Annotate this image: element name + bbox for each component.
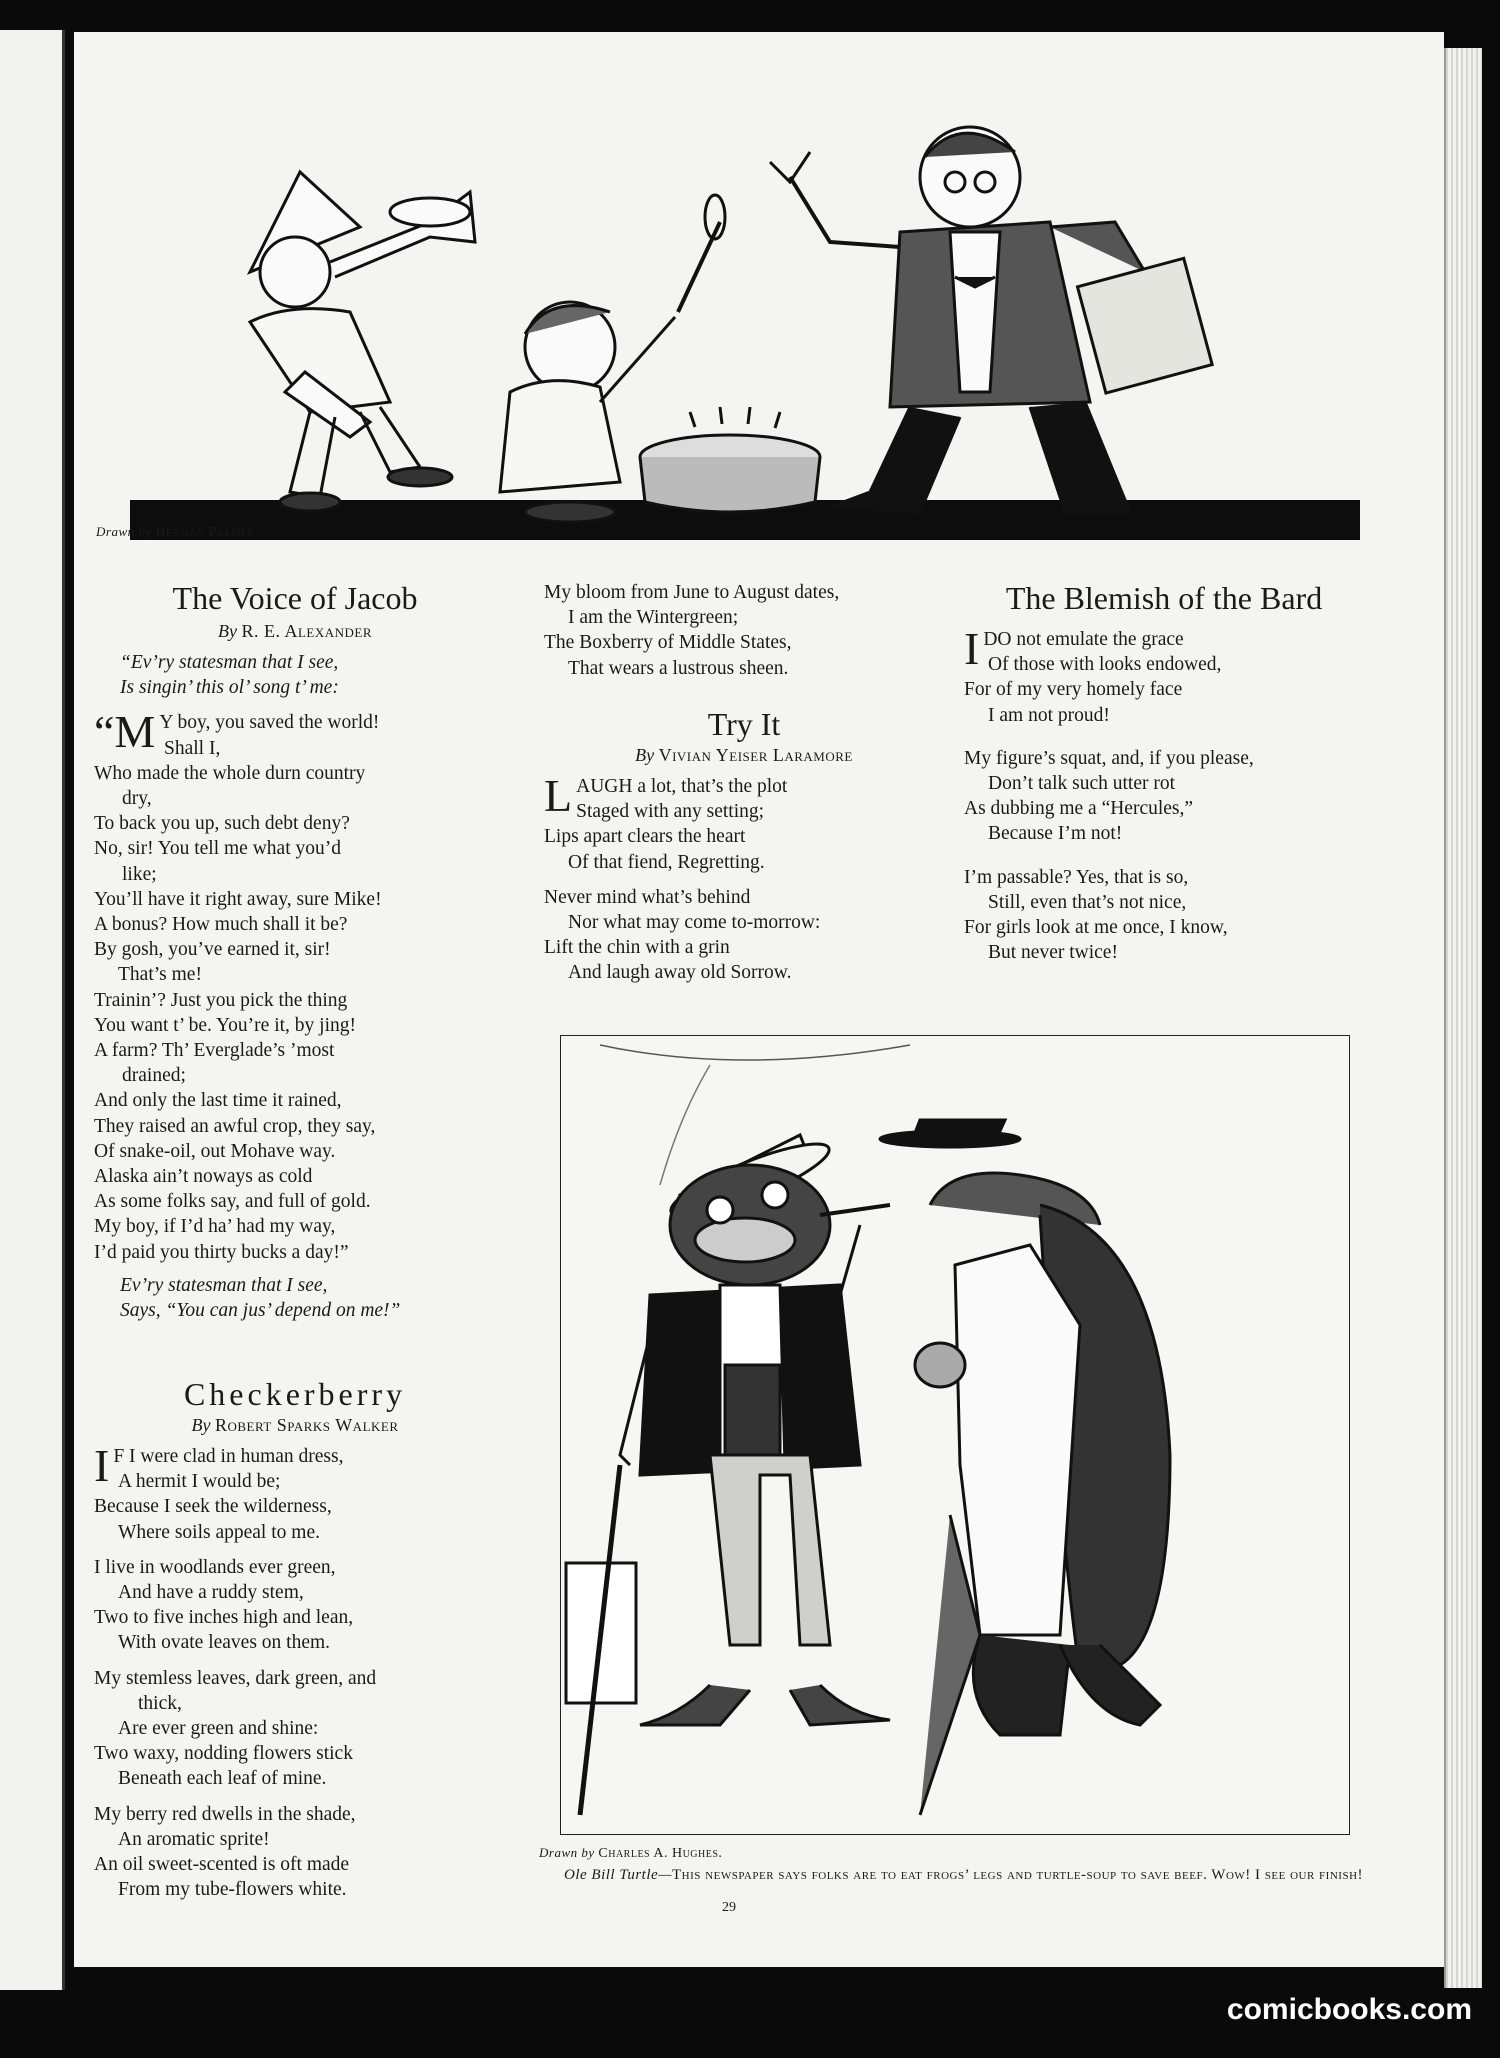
page-stack-edge: [1444, 48, 1482, 1988]
poem-title: Try It: [707, 706, 781, 742]
poem-epigraph: “Ev’ry statesman that I see, Is singin’ this ol’ song t’ me:: [120, 652, 339, 699]
bottom-cartoon-caption: Ole Bill Turtle—This newspaper says folks are to eat frogs’ legs and turtle-soup to save beef. Wow! I see our finish!: [564, 1867, 1364, 1883]
top-cartoon: [130, 72, 1360, 552]
top-cartoon-credit: Drawn by Herman Palmer.: [96, 524, 259, 540]
bottom-cartoon-credit: Drawn by Charles A. Hughes.: [539, 1845, 723, 1861]
drop-cap: I: [94, 1440, 110, 1491]
poem-body: “M Y boy, you saved the world! Shall I, Who made the whole durn country dry, To back you up, such debt deny? No, sir! You tell me what you’d like; You’ll have it right away, sure Mike! A bonus? How much shall it be? By gosh, you’ve earned it, sir! That’s me! Trainin’? Just you pick the thing You want t’ be. You’re it, by jing! A farm? Th’ Everglade’s ’most drained; And only the last time it rained, They raised an awful crop, they say, Of snake-oil, out Mohave way. Alaska ain’t noways as cold As some folks say, and full of gold. My boy, if I’d ha’ had my way, I’d paid you thirty bucks a day!”: [94, 706, 382, 1263]
poem-checkerberry: [94, 1376, 496, 1902]
poem-voice-of-jacob: [94, 580, 496, 1323]
poem-closing: Ev’ry statesman that I see, Says, “You can jus’ depend on me!”: [120, 1274, 401, 1322]
poem-body: L AUGH a lot, that’s the plot Staged with any setting; Lips apart clears the heart Of that fiend, Regretting. Never mind what’s behind Nor what may come to-morrow: Lift the chin with a grin And laugh away old Sorrow.: [544, 770, 821, 984]
poem-byline: By Robert Sparks Walker: [191, 1415, 399, 1435]
poem-checkerberry-continued: My bloom from June to August dates, I am the Wintergreen; The Boxberry of Middle States, That wears a lustrous sheen.: [544, 582, 840, 679]
poem-body: I F I were clad in human dress, A hermit I would be; Because I seek the wilderness, Where soils appeal to me. I live in woodlands ever green, And have a ruddy stem, Two to five inches high and lean, With ovate leaves on them. My stemless leaves, dark green, and thick, Are ever green and shine: Two waxy, nodding flowers stick Beneath each leaf of mine. My berry red dwells in the shade, An aromatic sprite! An oil sweet-scented is oft made From my tube-flowers white.: [94, 1440, 377, 1901]
previous-page-edge: [0, 30, 65, 1990]
poem-byline: By Vivian Yeiser Laramore: [635, 745, 853, 765]
drop-cap: “M: [94, 706, 156, 758]
drop-cap: I: [964, 623, 980, 674]
frog-turtle-cartoon: [560, 1035, 1350, 1835]
poem-title: The Blemish of the Bard: [1005, 580, 1323, 616]
poem-byline: By R. E. Alexander: [217, 621, 373, 641]
poem-title: Checkerberry: [183, 1376, 407, 1412]
poem-body: I DO not emulate the grace Of those with looks endowed, For of my very homely face I am not proud! My figure’s squat, and, if you please, Don’t talk such utter rot As dubbing me a “Hercules,” Because I’m not! I’m passable? Yes, that is so, Still, even that’s not nice, For girls look at me once, I know, But never twice!: [964, 623, 1254, 964]
poem-title: The Voice of Jacob: [172, 580, 418, 616]
page-number: 29: [722, 1900, 736, 1915]
magazine-page: [74, 32, 1444, 1967]
drop-cap: L: [544, 770, 573, 821]
poem-blemish-of-the-bard: [964, 580, 1364, 965]
watermark: comicbooks.com: [1226, 1993, 1472, 2026]
poem-try-it: [544, 706, 944, 986]
